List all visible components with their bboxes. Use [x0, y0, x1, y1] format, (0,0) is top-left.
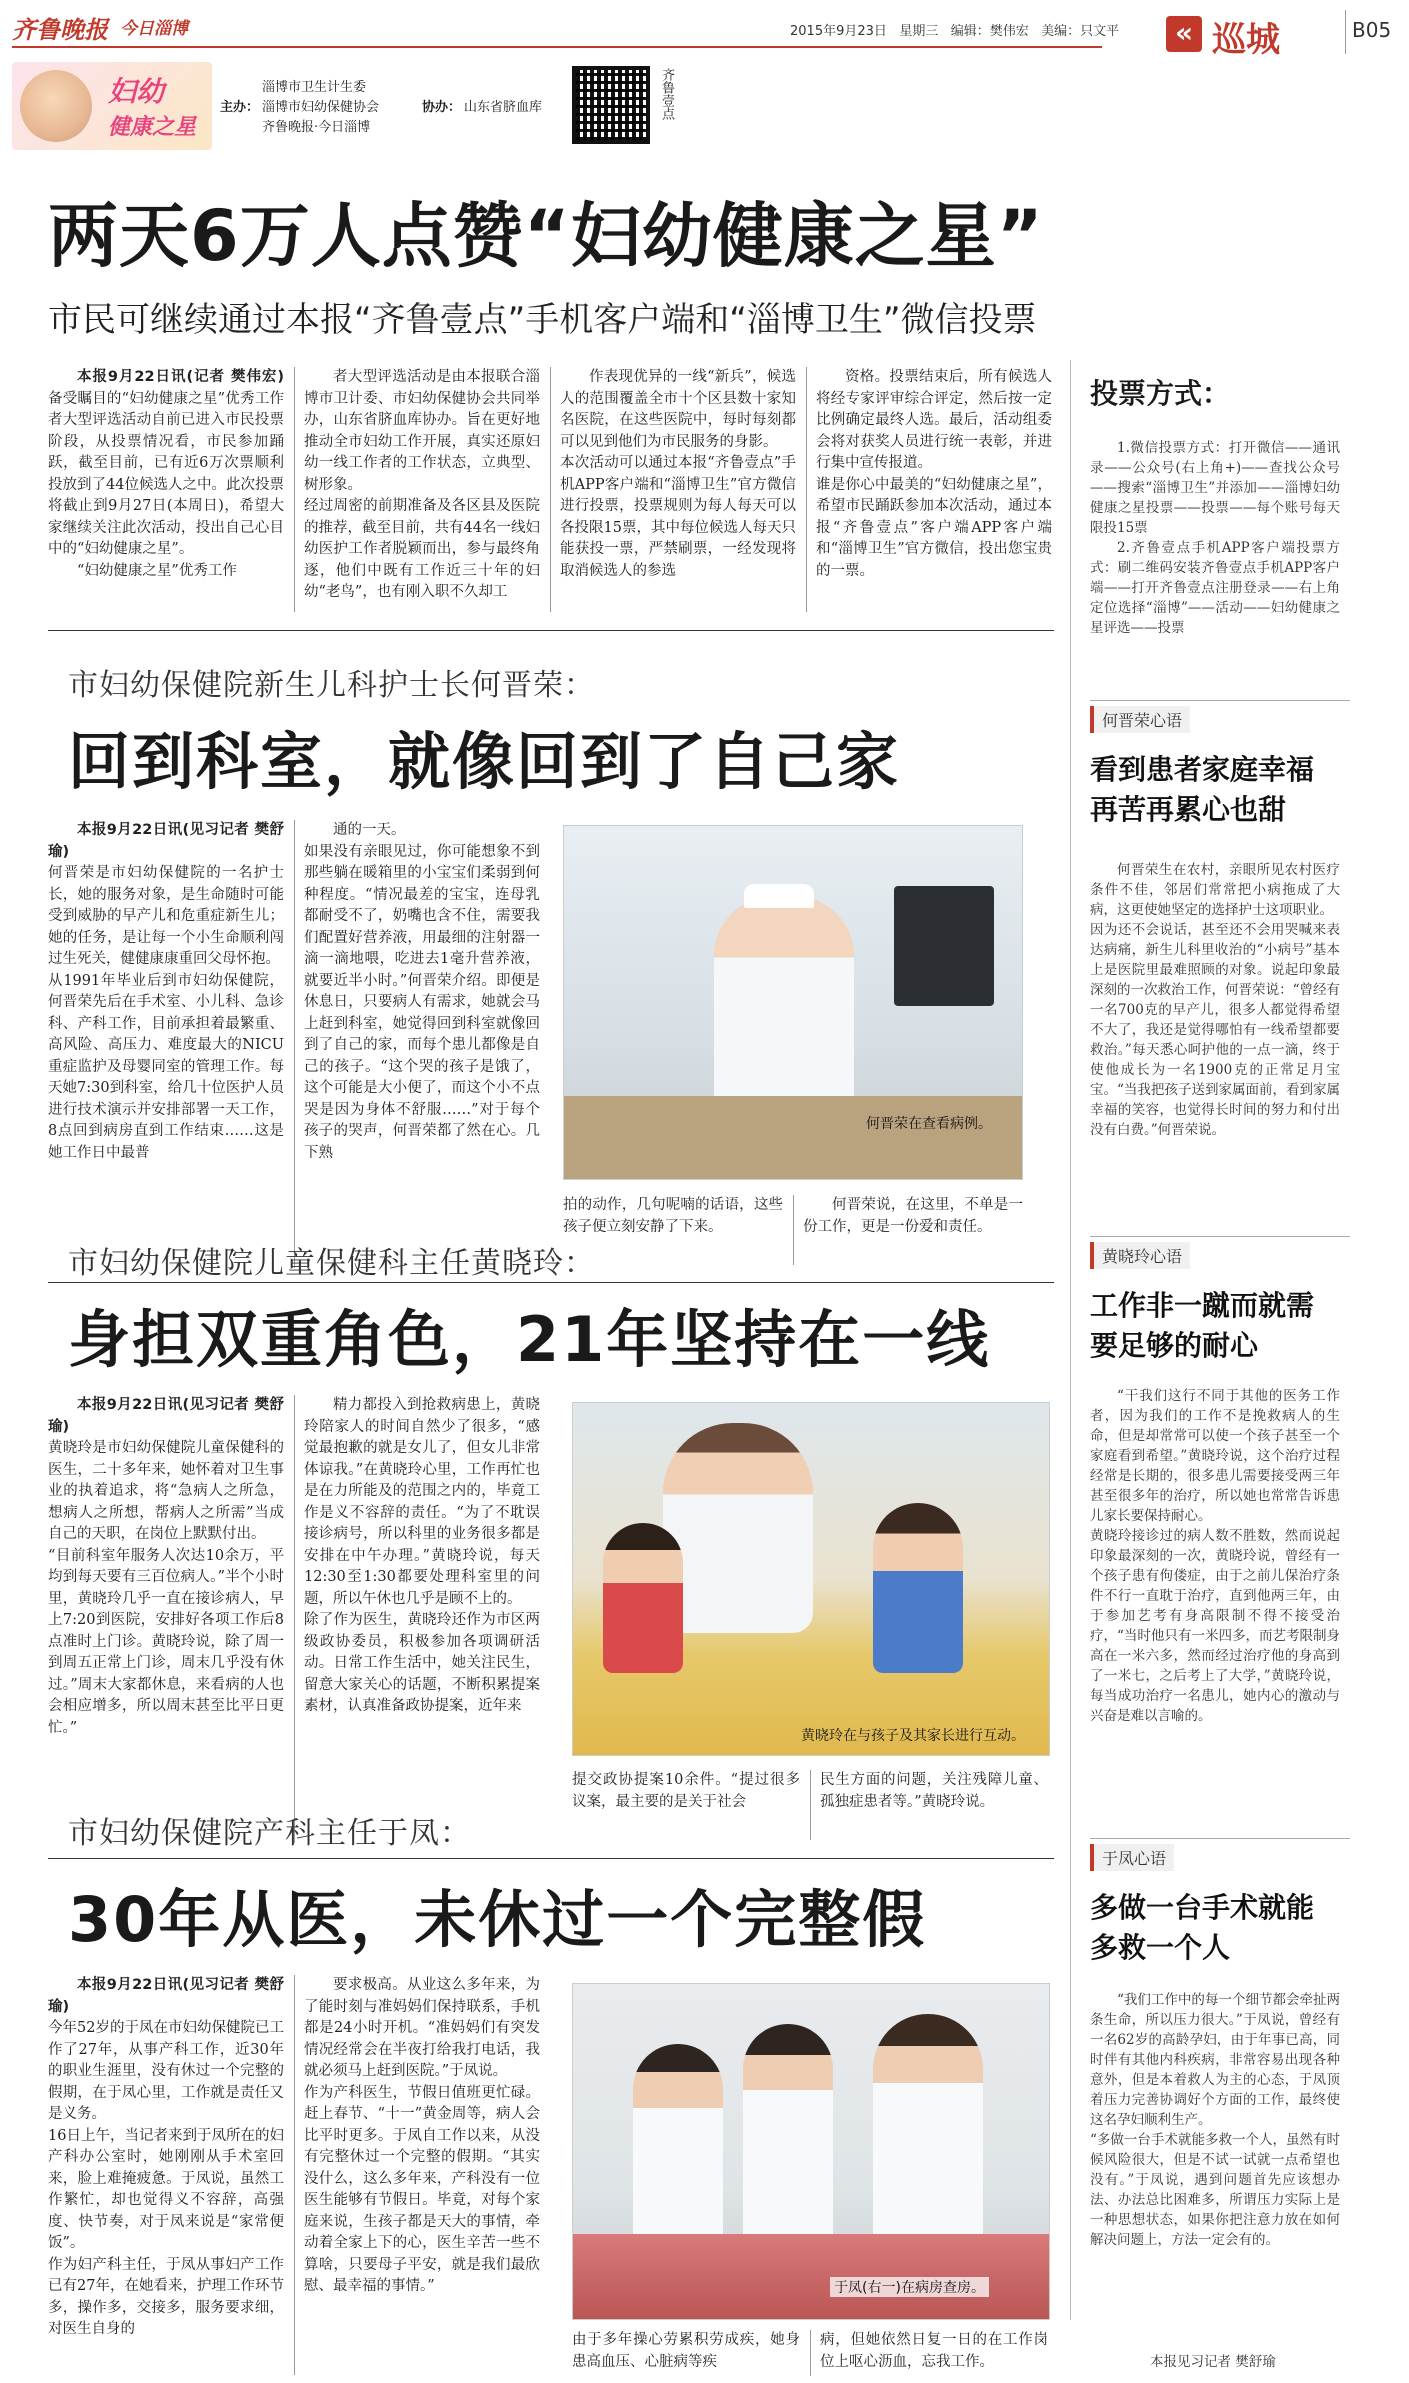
story2-col-2: 精力都投入到抢救病患上，黄晓玲陪家人的时间自然少了很多，“感觉最抱歉的就是女儿了，但女儿非常体谅我。”在黄晓玲心里，工作再忙也是在力所能及的范围之内的，毕竟工作是义不容辞的责任。“为了不耽误接诊病号，所以科里的业务很多都是安排在中午办理。”黄晓玲说，每天12:30至1:30都要处理科室里的问题，所以午休也几乎是顾不上的。 除了作为医生，黄晓玲还作为市区两级政协委员，积极参加各项调研活动。日常工作生活中，她关注民生，留意大家关心的话题，不断积累提案素材，认真准备政协提案，近年来: [304, 1397, 540, 1714]
paper-logo: 齐鲁晚报: [12, 15, 108, 44]
vote-item-2: 2.齐鲁壹点手机APP客户端投票方式：刷二维码安装齐鲁壹点手机APP客户端——打开齐鲁壹点注册登录——右上角定位选择“淄博”——活动——妇幼健康之星评选——投票: [1090, 540, 1340, 636]
lead-headline: 两天6万人点赞“妇幼健康之星”: [48, 195, 1044, 277]
lead-text-2: “妇幼健康之星”优秀工作: [77, 562, 237, 579]
story3-kicker: 市妇幼保健院产科主任于凤：: [68, 1816, 471, 1851]
masthead: [0, 0, 1409, 60]
weekday: 星期三: [899, 24, 939, 39]
story2-under-photo-left: 提交政协提案10余件。“提过很多议案，最主要的是关于社会: [572, 1772, 800, 1810]
story1-col-1: [48, 820, 284, 1268]
page-number: B05: [1352, 18, 1392, 42]
qr-code-icon[interactable]: [572, 66, 650, 144]
lead-text: 备受瞩目的“妇幼健康之星”优秀工作者大型评选活动自前已进入市民投票阶段，从投票情况看，市民参加踊跃，截至目前，已有近6万次票顺利投放到了44位候选人之中。此次投票将截止到9月27日(本周日)，希望大家继续关注此次活动，投出自己心目中的“妇幼健康之星”。: [48, 390, 284, 557]
story2-photo: [572, 1402, 1050, 1756]
story2-under-photo-right: 民生方面的问题，关注残障儿童、孤独症患者等。”黄晓玲说。: [820, 1772, 1048, 1810]
story1-kicker: 市妇幼保健院新生儿科护士长何晋荣：: [68, 668, 595, 703]
side1-text: 何晋荣生在农村，亲眼所见农村医疗条件不佳，邻居们常常把小病拖成了大病，这更使她坚定的选择护士这项职业。 因为还不会说话，甚至还不会用哭喊来表达病痛，新生儿科里收治的“小病号”基本上是医院里最难照顾的对象。说起印象最深刻的一次救治工作，何晋荣说：“曾经有一名700克的早产儿，很多人都觉得希望不大了，我还是觉得哪怕有一线希望都要救治。”每天悉心呵护他的一点一滴，终于使他成长为一名1900克的正常足月宝宝。“当我把孩子送到家属面前，看到家属幸福的笑容，也觉得长时间的努力和付出没有白费。”何晋荣说。: [1090, 862, 1340, 1138]
story1-under-photo-right: 何晋荣说，在这里，不单是一份工作，更是一份爱和责任。: [803, 1197, 1023, 1235]
child-figure: [873, 1503, 963, 1673]
column-divider: [294, 1395, 295, 1843]
side2-headline: 工作非一蹴而就需要足够的耐心: [1090, 1289, 1315, 1362]
section-rule: [48, 1858, 1054, 1859]
doctor-figure: [663, 1423, 813, 1633]
lead-col-4: 资格。投票结束后，所有候选人将经专家评审综合评定，然后按一定比例确定最终人选。最后，活动组委会将对获奖人员进行统一表彰，并进行集中宣传报道。 谁是你心中最美的“妇幼健康之星”，希望市民踊跃参加本次活动，通过本报“齐鲁壹点”客户端APP客户端和“淄博卫生”官方微信，投出您宝贵的一票。: [816, 369, 1052, 579]
banner-logo: [12, 62, 212, 150]
section-rule: [48, 1282, 1054, 1283]
side3-text: “我们工作中的每一个细节都会牵扯两条生命，所以压力很大。”于凤说，曾经有一名62岁的高龄孕妇，由于年事已高，同时伴有其他内科疾病，非常容易出现各种意外，但是本着救人为主的心态，于凤顶着压力完善协调好个方面的工作，最终使这名孕妇顺利生产。 “多做一台手术就能多救一个人，虽然有时候风险很大，但是不试一试就一点希望也没有。”于凤说，遇到问题首先应该想办法、办法总比困难多，所谓压力实际上是一种思想状态，如果你把注意力放在如何解决问题上，方法一定会有的。: [1090, 1992, 1340, 2248]
organizer-item: 淄博市妇幼保健协会: [262, 100, 380, 115]
section-name: 今日淄博: [120, 19, 188, 39]
side1-tag: 何晋荣心语: [1090, 706, 1190, 733]
column-divider: [810, 2330, 811, 2376]
nurse-cap: [744, 884, 814, 908]
story3-photo: [572, 1983, 1050, 2320]
side3-headline: 多做一台手术就能多救一个人: [1090, 1891, 1315, 1964]
story1-photo-caption: 何晋荣在查看病例。: [866, 1116, 992, 1132]
lead-col-2: 者大型评选活动是由本报联合淄博市卫计委、市妇幼保健协会共同举办，山东省脐血库协办。旨在更好地推动全市妇幼工作开展，真实还原妇幼一线工作者的工作状态，立典型、树形象。 经过周密的前期准备及各区县及医院的推荐，截至目前，共有44名一线妇幼医护工作者脱颖而出，参与最终角逐，他们中既有工作近三十年的妇幼“老鸟”，也有刚入职不久却工: [304, 369, 540, 600]
story3-col-2: 要求极高。从业这么多年来，为了能时刻与准妈妈们保持联系，手机都是24小时开机。“准妈妈们有突发情况经常会在半夜打给我打电话，我就必须马上赶到医院。”于凤说。 作为产科医生，节假日值班更忙碌。赶上春节、“十一”黄金周等，病人会比平时更多。于凤自工作以来，从没有完整休过一个完整的假期。“其实没什么，这么多年来，产科没有一位医生能够有节假日。毕竟，对每个家庭来说，生孩子都是天大的事情，牵动着全家上下的心，医生辛苦一些不算啥，只要母子平安，就是我们最欣慰、最幸福的事情。”: [304, 1977, 540, 2294]
lead-col-1: [48, 367, 284, 612]
co-organizer-label: 协办：: [422, 100, 462, 115]
column-divider: [294, 367, 295, 612]
organizer-label: 主办：: [220, 100, 260, 115]
organizer-list: [262, 78, 379, 138]
story2-kicker: 市妇幼保健院儿童保健科主任黄晓玲：: [68, 1246, 595, 1281]
lead-subheadline: 市民可继续通过本报“齐鲁壹点”手机客户端和“淄博卫生”微信投票: [48, 300, 1037, 340]
story3-photo-caption: 于凤(右一)在病房查房。: [830, 2277, 989, 2297]
section-label: 巡城: [1212, 20, 1280, 60]
story1-photo: [563, 825, 1023, 1180]
column-divider: [810, 1770, 811, 1840]
section-label-box: [1164, 10, 1339, 58]
vote-box-title: 投票方式：: [1090, 377, 1231, 410]
story2-byline: 本报9月22日讯(见习记者 樊舒瑜): [48, 1397, 284, 1435]
nurse-figure: [714, 896, 854, 1116]
section-rule: [48, 630, 1054, 631]
monitor-shape: [894, 886, 994, 1006]
doctor-figure: [873, 2014, 983, 2244]
side1-headline: 看到患者家庭幸福再苦再累心也甜: [1090, 753, 1315, 826]
column-divider: [806, 367, 807, 612]
lead-col-3: 作表现优异的一线“新兵”，候选人的范围覆盖全市十个区县数十家知名医院，在这些医院中，每时每刻都可以见到他们为市民服务的身影。 本次活动可以通过本报“齐鲁壹点”手机APP客户端和“淄博卫生”官方微信进行投票，投票规则为每人每天可以各投限15票，其中每位候选人每天只能获投一票，严禁刷票，一经发现将取消候选人的参选: [560, 369, 796, 579]
story3-col-1: [48, 1975, 284, 2375]
side-rule: [1090, 1236, 1350, 1237]
sidebar-divider: [1070, 360, 1071, 2320]
story3-headline: 30年从医，未休过一个完整假: [68, 1883, 927, 1956]
organizer-item: 齐鲁晚报·今日淄博: [262, 120, 371, 135]
story3-under-photo-left: 由于多年操心劳累积劳成疾，她身患高血压、心脏病等疾: [572, 2332, 800, 2370]
story1-text: 何晋荣是市妇幼保健院的一名护士长，她的服务对象，是生命随时可能受到威胁的早产儿和危重症新生儿；她的任务，是让每一个小生命顺利闯过生死关，健健康康重回父母怀抱。 从1991年毕业后到市妇幼保健院，何晋荣先后在手术室、小儿科、急诊科、产科工作，目前承担着最繁重、高风险、高压力、难度最大的NICU重症监护及母婴同室的管理工作。每天她7:30到科室，给几十位医护人员进行技术演示并安排部署一天工作，8点回到病房直到工作结束……这是她工作日中最普: [48, 865, 284, 1161]
banner-title-1: 妇幼: [108, 75, 165, 108]
doctor-figure: [633, 2044, 723, 2244]
column-divider: [793, 1195, 794, 1265]
story3-byline: 本报9月22日讯(见习记者 樊舒瑜): [48, 1977, 284, 2015]
side2-tag: 黄晓玲心语: [1090, 1242, 1190, 1269]
story1-headline: 回到科室，就像回到了自己家: [68, 725, 901, 798]
side3-tag: 于凤心语: [1090, 1844, 1174, 1871]
date: 2015年9月23日: [790, 24, 887, 39]
issue-info: [790, 20, 1119, 39]
side-rule: [1090, 1838, 1350, 1839]
column-divider: [550, 367, 551, 612]
story2-text: 黄晓玲是市妇幼保健院儿童保健科的医生，二十多年来，她怀着对卫生事业的执着追求，将“急病人之所急，想病人之所想，帮病人之所需”当成自己的天职，在岗位上默默付出。 “目前科室年服务人次达10余万，平均到每天要有三百位病人。”半个小时里，黄晓玲几乎一直在接诊病人，早上7:20到医院，安排好各项工作后8点准时上门诊。黄晓玲说，除了周一到周五正常上门诊，周末几乎没有休过。”周末大家都休息，来看病的人也会相应增多，所以周末甚至比平日更忙。”: [48, 1440, 284, 1736]
side2-text: “干我们这行不同于其他的医务工作者，因为我们的工作不是挽救病人的生命，但是却常常可以使一个孩子甚至一个家庭看到希望。”黄晓玲说，这个治疗过程经常是长期的，很多患儿需要接受两三年甚至很多年的治疗，所以她也常常告诉患儿家长要保持耐心。 黄晓玲接诊过的病人数不胜数，然而说起印象最深刻的一次，黄晓玲说，曾经有一个孩子患有佝偻症，由于之前儿保治疗条件不行一直耽于治疗，直到他两三年，由于参加艺考有身高限制不得不接受治疗，“当时他只有一米四多，而艺考限制身高在一米六多，然而经过治疗他的身高到了一米七，之后考上了大学，”黄晓玲说，每当成功治疗一名患儿，她内心的激动与兴奋是难以言喻的。: [1090, 1388, 1340, 1724]
story2-headline: 身担双重角色，21年坚持在一线: [68, 1303, 991, 1376]
story1-under-photo-left: 拍的动作，几句呢喃的话语，这些孩子便立刻安静了下来。: [563, 1197, 783, 1235]
child-figure: [603, 1523, 683, 1673]
masthead-rule: [12, 46, 1102, 48]
side3-credit: 本报见习记者 樊舒瑜: [1150, 2354, 1276, 2370]
story1-byline: 本报9月22日讯(见习记者 樊舒瑜): [48, 822, 284, 860]
column-divider: [294, 820, 295, 1268]
divider: [1345, 10, 1346, 54]
vote-item-1: 1.微信投票方式：打开微信——通讯录——公众号(右上角+)——查找公众号——搜索“淄博卫生”并添加——淄博妇幼健康之星投票——投票——每个账号每天限投15票: [1090, 440, 1340, 536]
side-rule: [1090, 700, 1350, 701]
story3-under-photo-right: 病，但她依然日复一日的在工作岗位上呕心沥血，忘我工作。: [820, 2332, 1048, 2370]
co-organizer: 山东省脐血库: [464, 100, 543, 115]
story2-photo-caption: 黄晓玲在与孩子及其家长进行互动。: [801, 1728, 1025, 1744]
desk-shape: [564, 1096, 1023, 1180]
organizer-item: 淄博市卫生计生委: [262, 80, 367, 95]
chevron-left-icon: «: [1166, 16, 1202, 52]
designer: 美编：只文平: [1041, 24, 1120, 39]
editor: 编辑：樊伟宏: [950, 24, 1029, 39]
banner-title-2: 健康之星: [108, 115, 197, 140]
doctor-figure: [743, 2024, 833, 2244]
lead-byline: 本报9月22日讯(记者 樊伟宏): [77, 369, 284, 385]
story1-col-2: 通的一天。 如果没有亲眼见过，你可能想象不到那些躺在暖箱里的小宝宝们柔弱到何种程度。“情况最差的宝宝，连母乳都耐受不了，奶嘴也含不住，需要我们配置好营养液，用最细的注射器一滴一滴地喂，吃进去1毫升营养液，就要近半小时。”何晋荣介绍。即便是休息日，只要病人有需求，她就会马上赶到科室，她觉得回到科室就像回到了自己的家，而每个患儿都像是自己的孩子。“这个哭的孩子是饿了，这个可能是大小便了，而这个小不点哭是因为身体不舒服……”对于每个孩子的哭声，何晋荣都了然在心。几下熟: [304, 822, 540, 1161]
qr-label: 齐鲁壹点: [659, 68, 674, 120]
event-banner: [12, 62, 1107, 154]
story2-col-1: [48, 1395, 284, 1843]
column-divider: [294, 1975, 295, 2375]
baby-photo-icon: [20, 70, 92, 142]
story3-text: 今年52岁的于凤在市妇幼保健院已工作了27年，从事产科工作，近30年的职业生涯里，没有休过一个完整的假期，在于凤心里，工作就是责任又是义务。 16日上午，当记者来到于凤所在的妇产科办公室时，她刚刚从手术室回来，脸上难掩疲惫。于凤说，虽然工作繁忙，却也觉得义不容辞，高强度、快节奏，对于凤来说是“家常便饭”。 作为妇产科主任，于凤从事妇产工作已有27年，在她看来，护理工作环节多，操作多，交接多，服务要求细，对医生自身的: [48, 2020, 284, 2337]
